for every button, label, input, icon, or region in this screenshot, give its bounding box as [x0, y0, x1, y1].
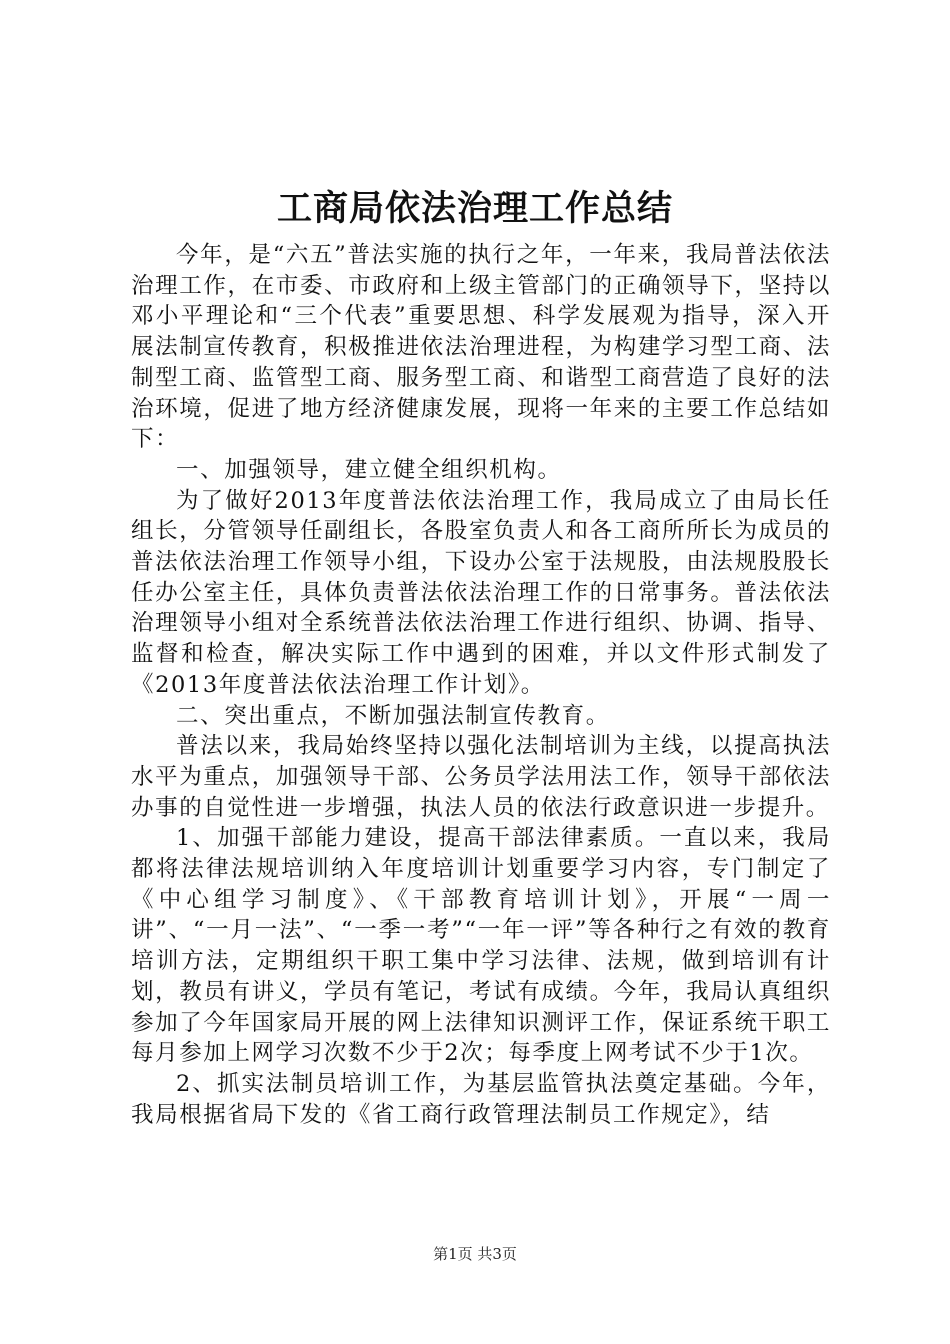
intro-paragraph: 今年，是“六五”普法实施的执行之年，一年来，我局普法依法治理工作，在市委、市政府和上级主管部门的正确领导下，坚持以邓小平理论和“三个代表”重要思想、科学发展观为指导，深入开展法制宣传教育，积极推进依法治理进程，为构建学习型工商、法制型工商、监管型工商、服务型工商、和谐型工商营造了良好的法治环境，促进了地方经济健康发展，现将一年来的主要工作总结如下： [131, 242, 831, 453]
item-2-paragraph: 2、抓实法制员培训工作，为基层监管执法奠定基础。今年，我局根据省局下发的《省工商行政管理法制员工作规定》，结 [131, 1070, 831, 1128]
document-body [131, 240, 831, 1130]
section-1-paragraph: 为了做好2013年度普法依法治理工作，我局成立了由局长任组长，分管领导任副组长，各股室负责人和各工商所所长为成员的普法依法治理工作领导小组，下设办公室于法规股，由法规股股长任办公室主任，具体负责普法依法治理工作的日常事务。普法依法治理领导小组对全系统普法依法治理工作进行组织、协调、指导、监督和检查，解决实际工作中遇到的困难，并以文件形式制发了《2013年度普法依法治理工作计划》。 [131, 487, 831, 698]
section-heading-1: 一、加强领导，建立健全组织机构。 [176, 456, 562, 483]
section-heading-2: 二、突出重点，不断加强法制宣传教育。 [176, 702, 610, 729]
item-1-paragraph: 1、加强干部能力建设，提高干部法律素质。一直以来，我局都将法律法规培训纳入年度培训计划重要学习内容，专门制定了《中心组学习制度》、《干部教育培训计划》，开展“一周一讲”、“一月一法”、“一季一考”“一年一评”等各种行之有效的教育培训方法，定期组织干职工集中学习法律、法规，做到培训有计划，教员有讲义，学员有笔记，考试有成绩。今年，我局认真组织参加了今年国家局开展的网上法律知识测评工作，保证系统干职工每月参加上网学习次数不少于2次；每季度上网考试不少于1次。 [131, 825, 831, 1067]
page-number-footer: 第1页 共3页 [433, 1245, 517, 1263]
section-2-paragraph: 普法以来，我局始终坚持以强化法制培训为主线，以提高执法水平为重点，加强领导干部、公务员学法用法工作，领导干部依法办事的自觉性进一步增强，执法人员的依法行政意识进一步提升。 [131, 733, 831, 821]
document-title: 工商局依法治理工作总结 [276, 188, 673, 229]
